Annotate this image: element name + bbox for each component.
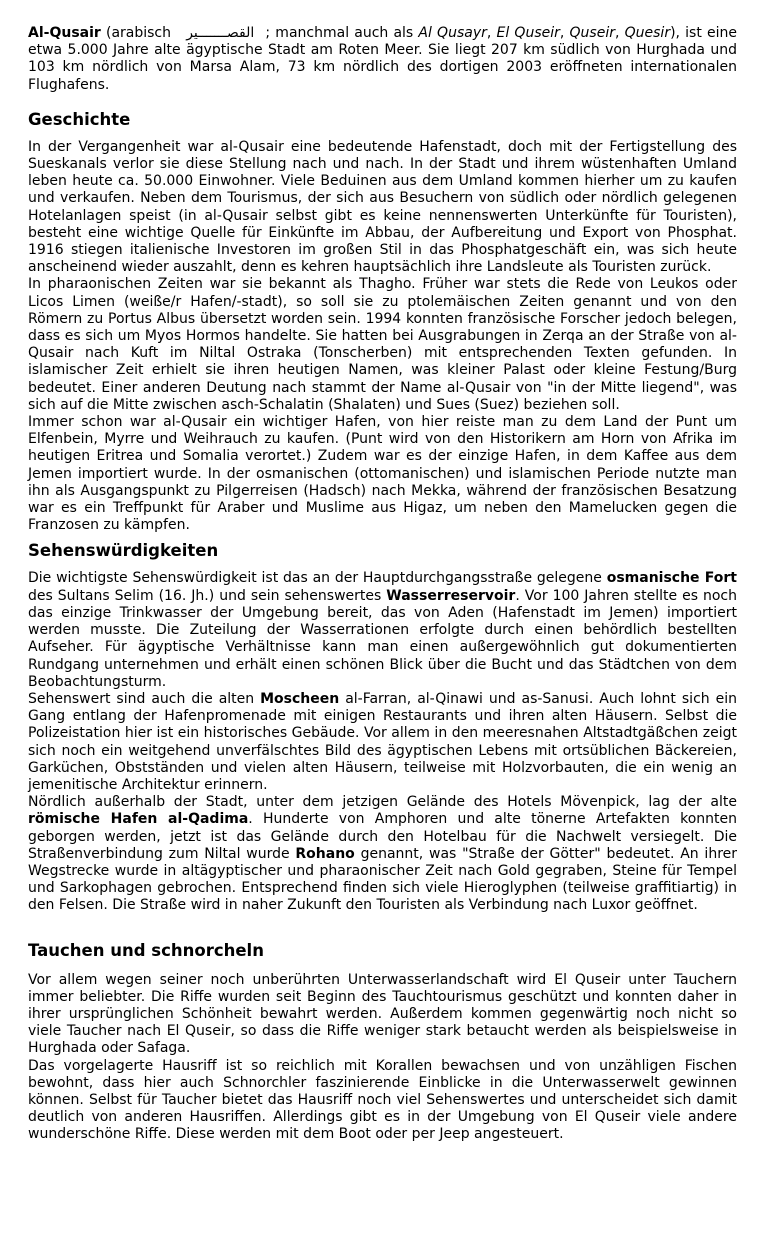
- paragraph: In der Vergangenheit war al-Qusair eine bedeutende Hafenstadt, doch mit der Fertigstellung des Sueskanals verlor sie diese Stellung nach und nach. In der Stadt und ihrem wüstenhaften Umland leben heute ca. 50.000 Einwohner. Viele Beduinen aus dem Umland kommen hierher um zu kaufen und verkaufen. Neben dem Tourismus, der sich aus Besuchern von südlich oder nördlich gelegenen Hotelanlagen speist (in al-Qusair selbst gibt es keine nennenswerten Unterkünfte für Touristen), besteht eine wichtige Quelle für Einkünfte im Abbau, der Aufbereitung und Export von Phosphat. 1916 stiegen italienische Investoren im großen Stil in das Phosphatgeschäft ein, was sich heute anscheinend wieder auszahlt, denn es kehren hauptsächlich ihre Landsleute als Touristen zurück.: [28, 138, 737, 276]
- section-heading-geschichte: Geschichte: [28, 109, 131, 129]
- paragraph: Das vorgelagerte Hausriff ist so reichlich mit Korallen bewachsen und von unzähligen Fischen bewohnt, dass hier auch Schnorchler faszinierende Einblicke in die Unterwasserwelt gewinnen können. Selbst für Taucher bietet das Hausriff noch viel Sehenswertes und unterscheidet sich damit deutlich von anderen Hausriffen. Allerdings gibt es in der Umgebung von El Quseir viele andere wunderschöne Riffe. Diese werden mit dem Boot oder per Jeep angesteuert.: [28, 1057, 737, 1143]
- paragraph: Die wichtigste Sehenswürdigkeit ist das an der Hauptdurchgangsstraße gelegene osmanische Fort des Sultans Selim (16. Jh.) und sein sehenswertes Wasserreservoir. Vor 100 Jahren stellte es noch das einzige Trinkwasser der Umgebung bereit, das von Aden (Hafenstadt im Jemen) importiert werden musste. Die Zuteilung der Wasserrationen erfolgte durch einen behördlich bestellten Aufseher. Für ägyptische Verhältnisse kann man einen außergewöhnlich gut dokumentierten Rundgang unternehmen und erhält einen schönen Blick über die Bucht und das Städtchen von dem Beobachtungsturm.: [28, 570, 737, 690]
- section-intro: [28, 25, 737, 94]
- section-heading-tauchen: Tauchen und schnorcheln: [28, 940, 264, 960]
- section-geschichte: [28, 110, 737, 535]
- section-tauchen-und-schnorcheln: [28, 941, 737, 1144]
- paragraph: Immer schon war al-Qusair ein wichtiger Hafen, von hier reiste man zu dem Land der Punt um Elfenbein, Myrre und Weihrauch zu kaufen. (Punt wird von den Historikern am Horn von Afrika im heutigen Eritrea und Somalia verortet.) Zudem war es der einzige Hafen, in dem Kaffee aus dem Jemen importiert wurde. In der osmanischen (ottomanischen) und islamischen Periode nutzte man ihn als Ausgangspunkt zu Pilgerreisen (Hadsch) nach Mekka, während der französischen Besatzung war es ein Treffpunkt für Araber und Muslime aus Higaz, um neben den Mamelucken gegen die Franzosen zu kämpfen.: [28, 414, 737, 534]
- paragraph: Sehenswert sind auch die alten Moscheen al-Farran, al-Qinawi und as-Sanusi. Auch lohnt sich ein Gang entlang der Hafenpromenade mit einigen Restaurants und ihren alten Häusern. Selbst die Polizeistation hier ist ein historisches Gebäude. Vor allem in den meeresnahen Altstadtgäßchen zeigt sich noch ein weitgehend unverfälschtes Bild des ägyptischen Lebens mit ortsüblichen Bäckereien, Garküchen, Obstständen und vielen alten Häusern, teilweise mit Holzvorbauten, die ein wenig an jemenitische Architektur erinnern.: [28, 690, 737, 793]
- section-heading-sehenswuerdigkeiten: Sehenswürdigkeiten: [28, 541, 219, 561]
- section-sehenswuerdigkeiten: [28, 541, 737, 914]
- paragraph: In pharaonischen Zeiten war sie bekannt als Thagho. Früher war stets die Rede von Leukos oder Licos Limen (weiße/r Hafen/-stadt), so soll sie zu ptolemäischen Zeiten genannt und von den Römern zu Portus Albus übersetzt worden sein. 1994 konnten französische Forscher jedoch belegen, dass es sich um Myos Hormos handelte. Sie hatten bei Ausgrabungen in Zerqa an der Straße von al-Qusair nach Kuft im Niltal Ostraka (Tonscherben) mit entsprechenden Texten gefunden. In islamischer Zeit erhielt sie ihren heutigen Namen, was kleiner Palast oder kleine Festung/Burg bedeutet. Einer anderen Deutung nach stammt der Name al-Qusair von "in der Mitte liegend", was sich auf die Mitte zwischen asch-Schalatin (Shalaten) und Sues (Suez) beziehen soll.: [28, 276, 737, 413]
- arabic-name-text: القصـــــــير: [186, 25, 255, 41]
- paragraph: Nördlich außerhalb der Stadt, unter dem jetzigen Gelände des Hotels Mövenpick, lag der alte römische Hafen al-Qadima. Hunderte von Amphoren und alte tönerne Artefakten konnten geborgen werden, jetzt ist das Gelände durch den Hotelbau für die Nachwelt versiegelt. Die Straßenverbindung zum Niltal wurde Rohano genannt, was "Straße der Götter" bedeutet. An ihrer Wegstrecke wurde in altägyptischer und pharaonischer Zeit nach Gold gegraben, Steine für Tempel und Sarkophagen gebrochen. Entsprechend finden sich viele Hieroglyphen (teilweise graffitiartig) in den Felsen. Die Straße wird in naher Zukunft den Touristen als Verbindung nach Luxor geöffnet.: [28, 794, 738, 914]
- intro-paragraph: Al-Qusair (arabisch القصـــــــير ; manchmal auch als Al Qusayr, El Quseir, Quseir, Quesir), ist eine etwa 5.000 Jahre alte ägyptische Stadt am Roten Meer. Sie liegt 207 km südlich von Hurghada und 103 km nördlich von Marsa Alam, 73 km nördlich des dortigen 2003 eröffneten internationalen Flughafens.: [28, 25, 738, 93]
- paragraph: Vor allem wegen seiner noch unberührten Unterwasserlandschaft wird El Quseir unter Tauchern immer beliebter. Die Riffe wurden seit Beginn des Tauchtourismus geschützt und konnten daher in ihrer ursprünglichen Schönheit bewahrt werden. Außerdem kommen gegenwärtig noch nicht so viele Taucher nach El Quseir, so dass die Riffe weniger stark betaucht werden als beispielsweise in Hurghada oder Safaga.: [28, 971, 737, 1057]
